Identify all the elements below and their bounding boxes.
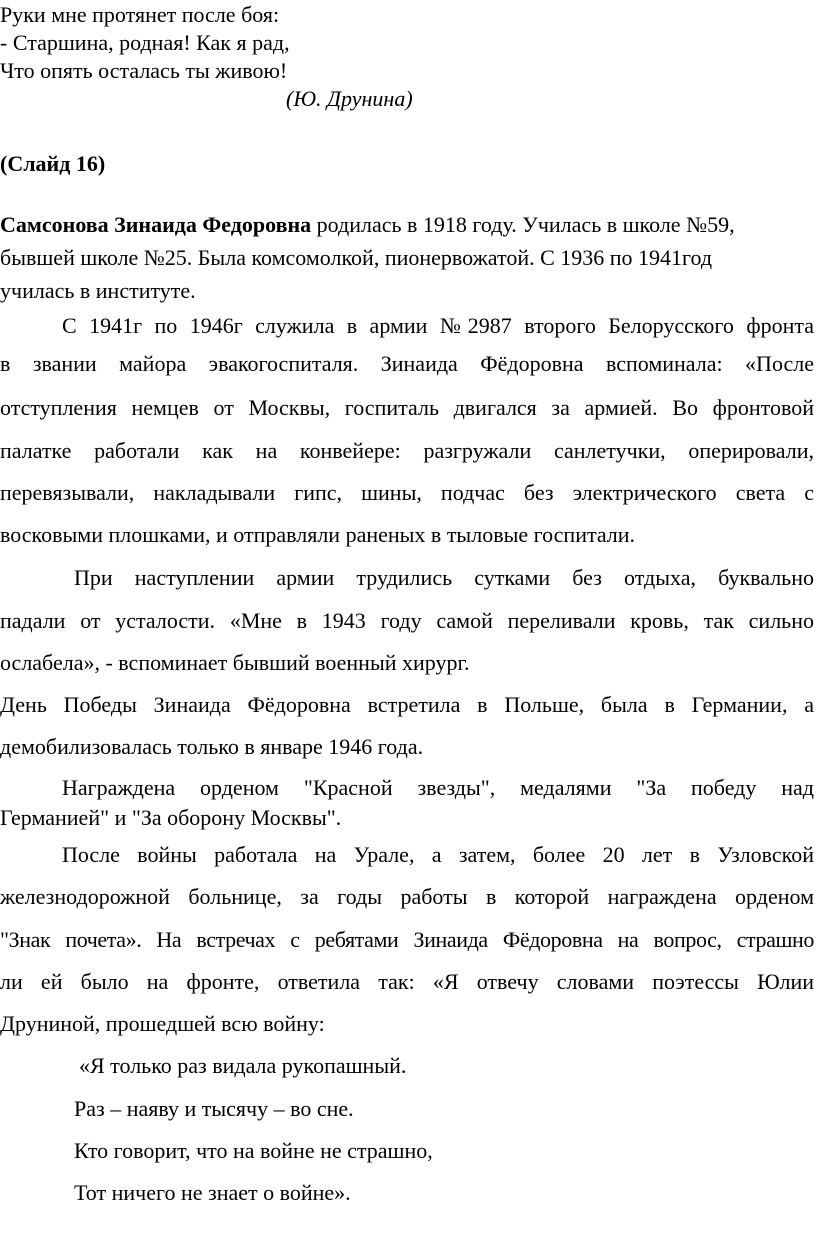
person-name: Самсонова Зинаида Федоровна: [0, 212, 312, 237]
poem-top-line-1: Руки мне протянет после боя:: [0, 2, 280, 27]
poem-top-line-2: - Старшина, родная! Как я рад,: [0, 30, 290, 55]
bio-p3-line-2: падали от усталости. «Мне в 1943 году самой переливали кровь, так сильно: [0, 608, 814, 633]
bio-p2-line-3: отступления немцев от Москвы, госпиталь двигался за армией. Во фронтовой: [0, 395, 814, 420]
bio-p2-line-6: восковыми плошками, и отправляли раненых в тыловые госпитали.: [0, 522, 636, 547]
bio-p4-line-2: демобилизовалась только в январе 1946 года.: [0, 734, 424, 759]
slide-label: (Слайд 16): [0, 151, 106, 176]
bio-p1-line-3: училась в институте.: [0, 278, 196, 303]
poem-bottom-line-1: «Я только раз видала рукопашный.: [79, 1053, 407, 1078]
bio-p2-line-4: палатке работали как на конвейере: разгружали санлетучки, оперировали,: [0, 438, 814, 463]
bio-p1-line-1: [0, 212, 735, 238]
bio-p3-line-1: При наступлении армии трудились сутками без отдыха, буквально: [74, 565, 814, 590]
poem-top-author: (Ю. Друнина): [286, 86, 413, 111]
bio-p2-line-2: в звании майора эвакогоспиталя. Зинаида Фёдоровна вспоминала: «После: [0, 351, 814, 376]
poem-bottom-line-3: Кто говорит, что на войне не страшно,: [74, 1138, 433, 1163]
bio-p2-line-5: перевязывали, накладывали гипс, шины, подчас без электрического света с: [0, 480, 814, 505]
bio-p4-line-1: День Победы Зинаида Фёдоровна встретила в Польше, была в Германии, а: [0, 692, 814, 717]
bio-p6-line-4: ли ей было на фронте, ответила так: «Я отвечу словами поэтессы Юлии: [0, 969, 814, 994]
poem-top-line-3: Что опять осталась ты живою!: [0, 58, 288, 83]
bio-p1-line-1-rest: родилась в 1918 году. Училась в школе №59,: [311, 212, 735, 237]
bio-p1-line-2: бывшей школе №25. Была комсомолкой, пионервожатой. С 1936 по 1941год: [0, 245, 713, 270]
bio-p2-line-1: С 1941г по 1946г служила в армии №2987 второго Белорусского фронта: [62, 313, 814, 338]
bio-p6-line-2: железнодорожной больнице, за годы работы в которой награждена орденом: [0, 884, 814, 909]
bio-p6-line-1: После войны работала на Урале, а затем, более 20 лет в Узловской: [62, 842, 814, 867]
poem-bottom-line-4: Тот ничего не знает о войне».: [74, 1180, 351, 1205]
bio-p3-line-3: ослабела», - вспоминает бывший военный хирург.: [0, 650, 470, 675]
bio-p6-line-5: Друниной, прошедшей всю войну:: [0, 1011, 325, 1036]
poem-bottom-line-2: Раз – наяву и тысячу – во сне.: [74, 1096, 354, 1121]
bio-p5-line-1: Награждена орденом "Красной звезды", медалями "За победу над: [62, 775, 814, 800]
bio-p5-line-2: Германией" и "За оборону Москвы".: [0, 805, 342, 830]
bio-p6-line-3: "Знак почета». На встречах с ребятами Зинаида Фёдоровна на вопрос, страшно: [0, 927, 814, 952]
